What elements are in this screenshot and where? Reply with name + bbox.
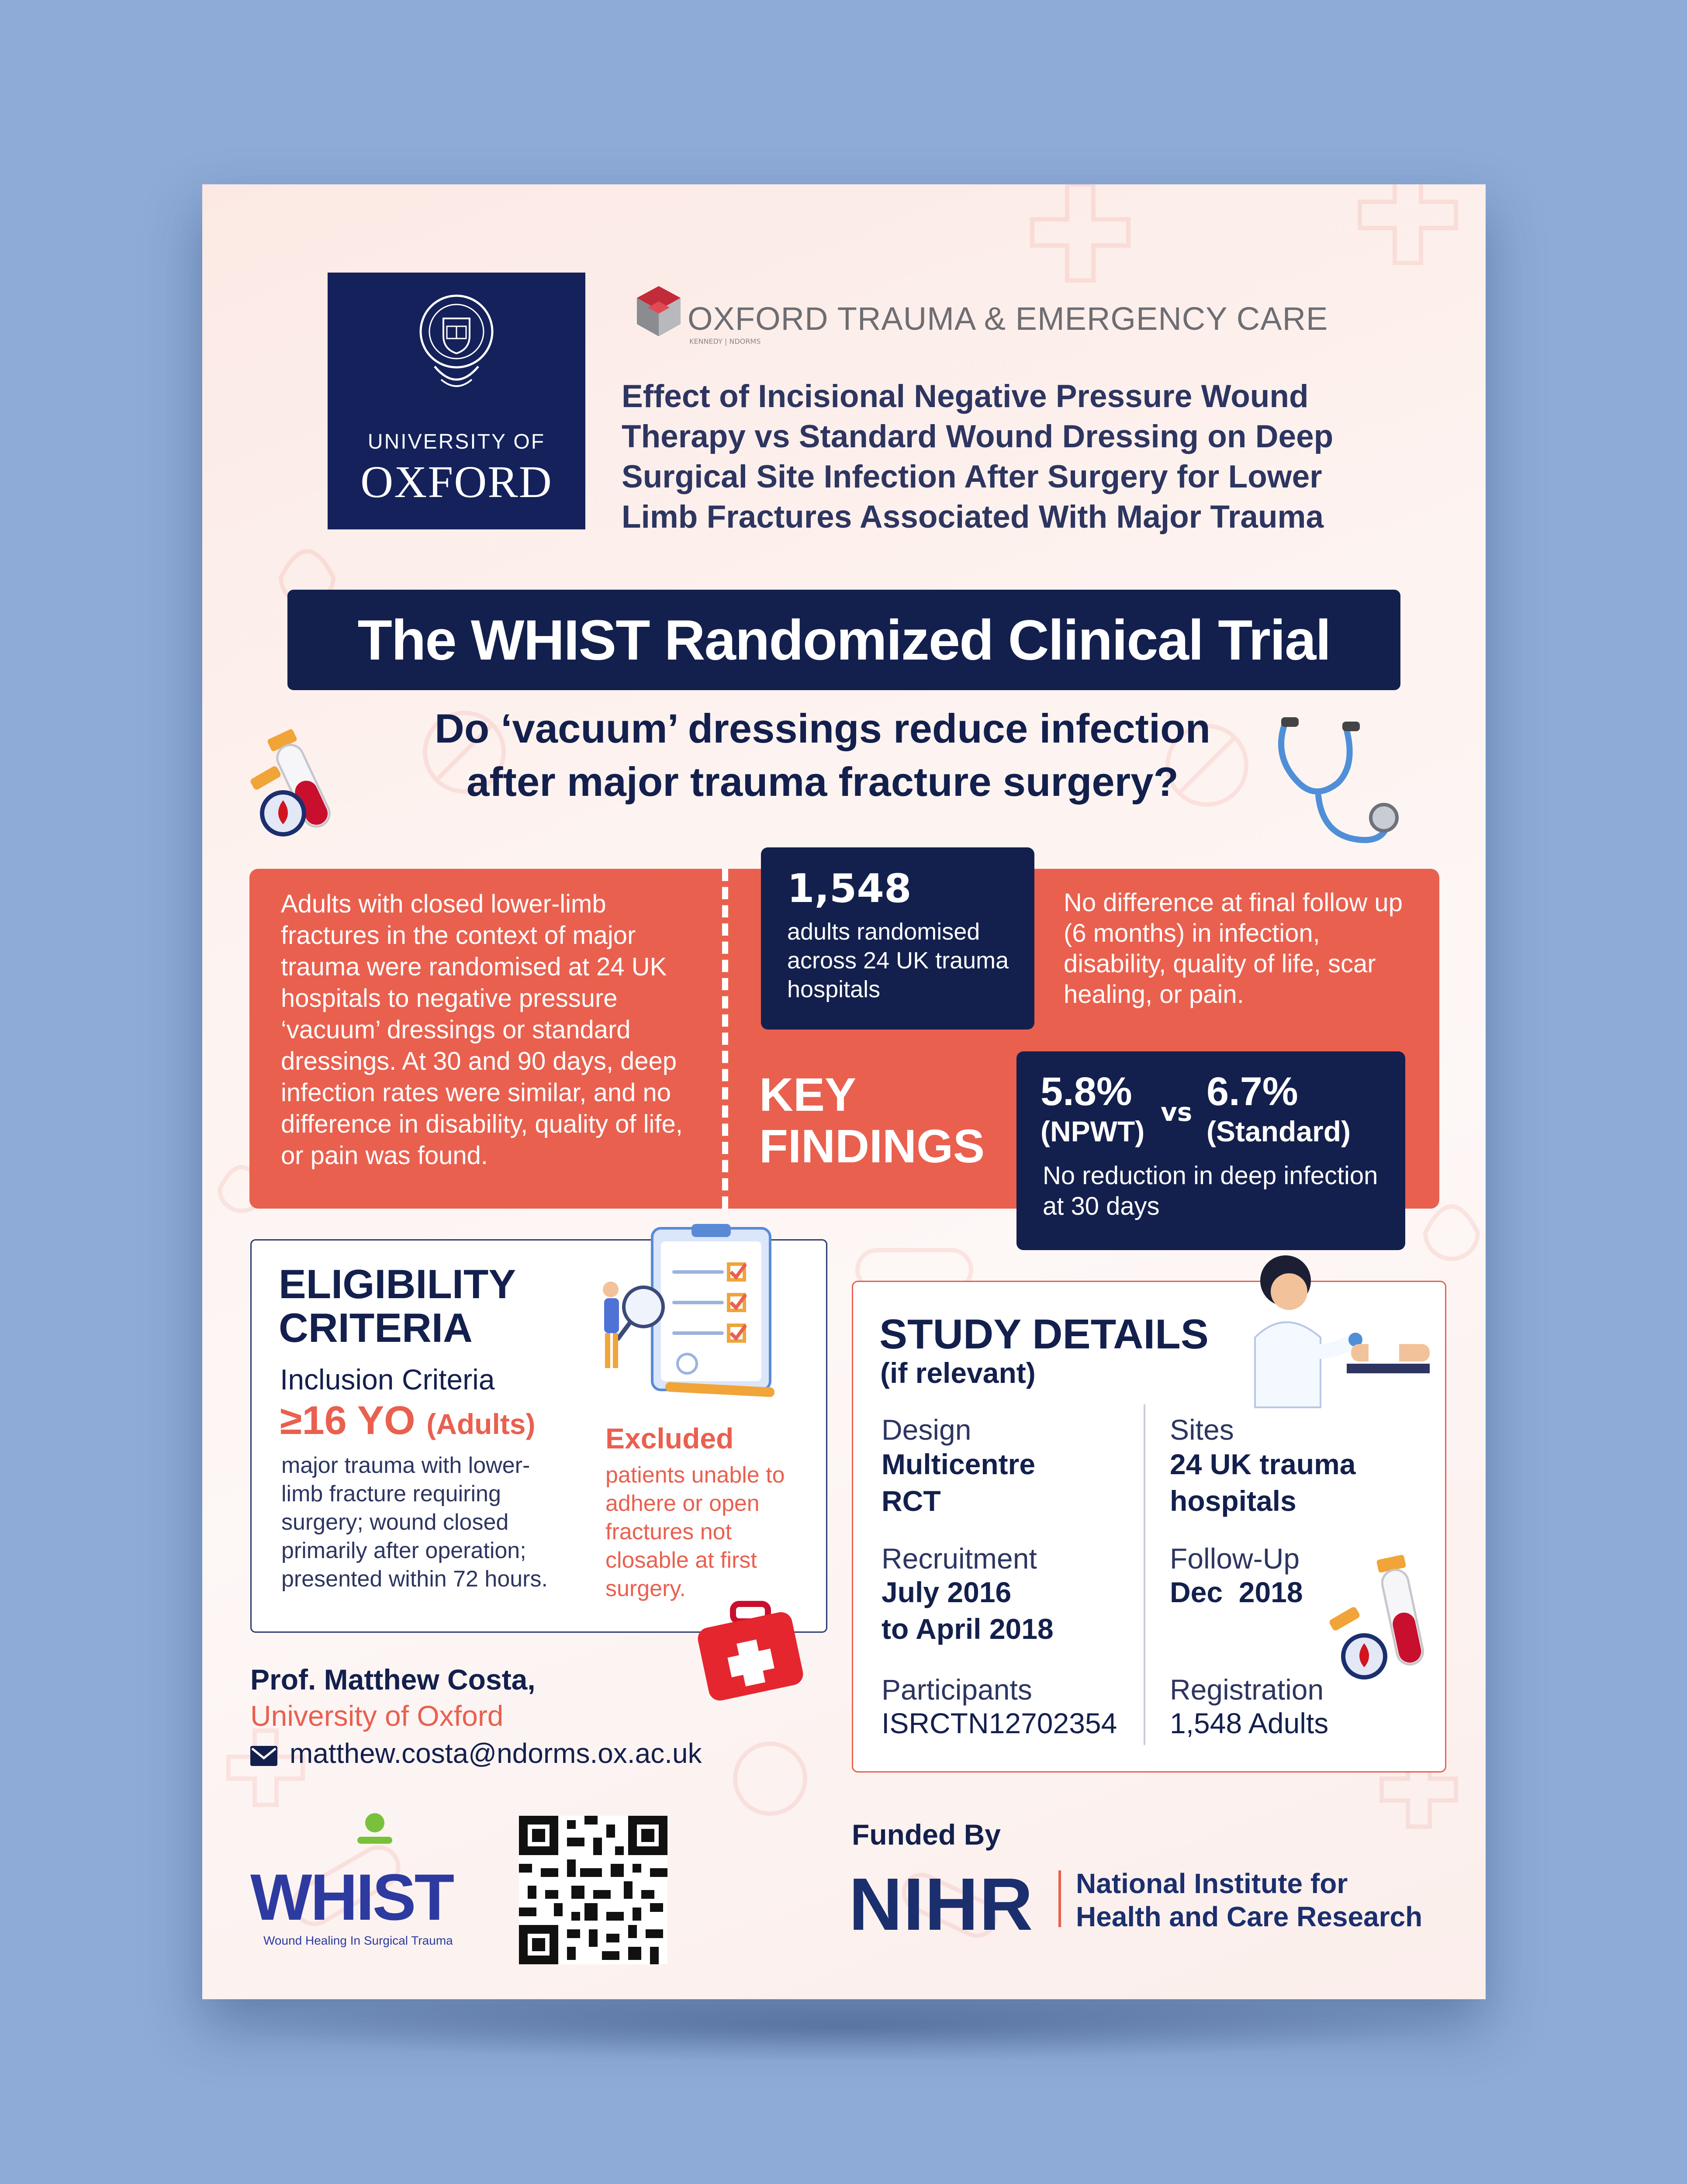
nihr-fullname-line2: Health and Care Research [1076, 1901, 1423, 1932]
stethoscope-icon [1268, 713, 1399, 857]
participants-number: 1,548 [787, 866, 912, 912]
eligibility-heading [279, 1262, 516, 1350]
nihr-logo-fullname [1076, 1867, 1422, 1933]
contact-organisation: University of Oxford [250, 1700, 504, 1732]
inclusion-label: Inclusion Criteria [280, 1363, 495, 1396]
registration-label: Registration [1170, 1673, 1324, 1706]
inclusion-age-note: (Adults) [426, 1408, 536, 1440]
key-findings-line2: FINDINGS [759, 1120, 985, 1172]
recruitment-value-1: July 2016 [882, 1576, 1012, 1608]
page-title: The WHIST Randomized Clinical Trial [357, 608, 1331, 672]
participants-box [761, 847, 1034, 1030]
funded-by-label: Funded By [852, 1818, 1001, 1851]
standard-value: 6.7% [1206, 1069, 1298, 1114]
sites-value: 24 UK trauma hospitals [1170, 1448, 1356, 1517]
blood-test-tube-icon-right [1321, 1547, 1447, 1691]
participants-value: ISRCTN12702354 [882, 1707, 1117, 1739]
recruitment-value-2: to April 2018 [882, 1613, 1054, 1645]
study-details-subheading: (if relevant) [880, 1357, 1036, 1389]
sites-label: Sites [1170, 1413, 1234, 1446]
title-banner [287, 590, 1400, 690]
registration-value: 1,548 Adults [1170, 1707, 1329, 1739]
excluded-text: patients unable to adhere or open fractures not closable at first surgery. [605, 1462, 785, 1601]
blood-test-tube-icon [242, 719, 368, 864]
poster [202, 184, 1486, 1999]
first-aid-kit-icon [696, 1600, 805, 1704]
university-of-oxford-logo [328, 273, 585, 529]
contact-name: Prof. Matthew Costa, [250, 1663, 536, 1696]
research-question: Do ‘vacuum’ dressings reduce infection after major trauma fracture surgery? [434, 705, 1211, 805]
clipboard-checklist-icon [587, 1224, 796, 1407]
key-findings-heading [759, 1069, 985, 1172]
nihr-logo-divider [1058, 1870, 1061, 1927]
recruitment-label: Recruitment [882, 1542, 1037, 1575]
excluded-label: Excluded [605, 1422, 734, 1455]
band-divider [722, 869, 728, 1209]
nihr-logo-acronym: NIHR [849, 1863, 1034, 1946]
vs-label: vs [1161, 1097, 1193, 1127]
trial-summary: Adults with closed lower-limb fractures in the context of major trauma were randomised at 24 UK hospitals to negative pressure ‘vacuum’ dressings or standard dressings. At 30 and 90 days, deep infection rates were similar, and no difference in disability, quality of life, or pain was found. [281, 890, 683, 1170]
ote-logo-subtext: KENNEDY | NDORMS [689, 337, 761, 346]
infection-caption: No reduction in deep infection at 30 days [1043, 1161, 1378, 1220]
oxford-line1: UNIVERSITY OF [367, 430, 546, 453]
standard-label: (Standard) [1206, 1115, 1351, 1147]
npwt-label: (NPWT) [1041, 1115, 1145, 1147]
oxford-crest-icon [417, 292, 496, 401]
whist-figure-icon [355, 1811, 394, 1864]
followup-value: Dec 2018 [1170, 1576, 1303, 1608]
ote-logo-text: OXFORD TRAUMA & EMERGENCY CARE [688, 301, 1328, 337]
eligibility-heading-line2: CRITERIA [279, 1305, 473, 1351]
study-details-divider [1144, 1404, 1145, 1745]
oxford-line2: OXFORD [360, 457, 553, 507]
participants-text: adults randomised across 24 UK trauma hospitals [787, 919, 1009, 1002]
whist-logo-wordmark: WHIST [250, 1860, 453, 1934]
envelope-icon [250, 1746, 277, 1766]
eligibility-heading-line1: ELIGIBILITY [279, 1261, 516, 1307]
participants-label: Participants [882, 1673, 1032, 1706]
npwt-value: 5.8% [1041, 1069, 1132, 1114]
inclusion-text: major trauma with lower-limb fracture requiring surgery; wound closed primarily after operation; presented within 72 hours. [281, 1453, 548, 1592]
poster-shadow [227, 1992, 1459, 2062]
study-details-heading: STUDY DETAILS [879, 1311, 1209, 1358]
design-label: Design [882, 1413, 971, 1446]
nihr-fullname-line1: National Institute for [1076, 1868, 1348, 1899]
inclusion-age-value: ≥16 YO [280, 1398, 415, 1443]
contact-email-link[interactable]: matthew.costa@ndorms.ox.ac.uk [290, 1738, 702, 1769]
key-findings-line1: KEY [759, 1068, 857, 1121]
design-value: Multicentre RCT [882, 1448, 1036, 1517]
qr-code[interactable] [519, 1816, 667, 1964]
whist-logo-tagline: Wound Healing In Surgical Trauma [263, 1934, 453, 1947]
infection-rates-box [1016, 1051, 1405, 1250]
study-subtitle: Effect of Incisional Negative Pressure Wound Therapy vs Standard Wound Dressing on Deep Surgical Site Infection After Surgery for Lower Limb Fractures Associated With Major Trauma [622, 379, 1334, 535]
ote-cube-icon [633, 284, 685, 341]
no-difference-text: No difference at final follow up (6 months) in infection, disability, quality of life, scar healing, or pain. [1064, 888, 1403, 1009]
nurse-illustration [1238, 1250, 1430, 1416]
followup-label: Follow-Up [1170, 1542, 1300, 1575]
inclusion-age [280, 1398, 536, 1444]
